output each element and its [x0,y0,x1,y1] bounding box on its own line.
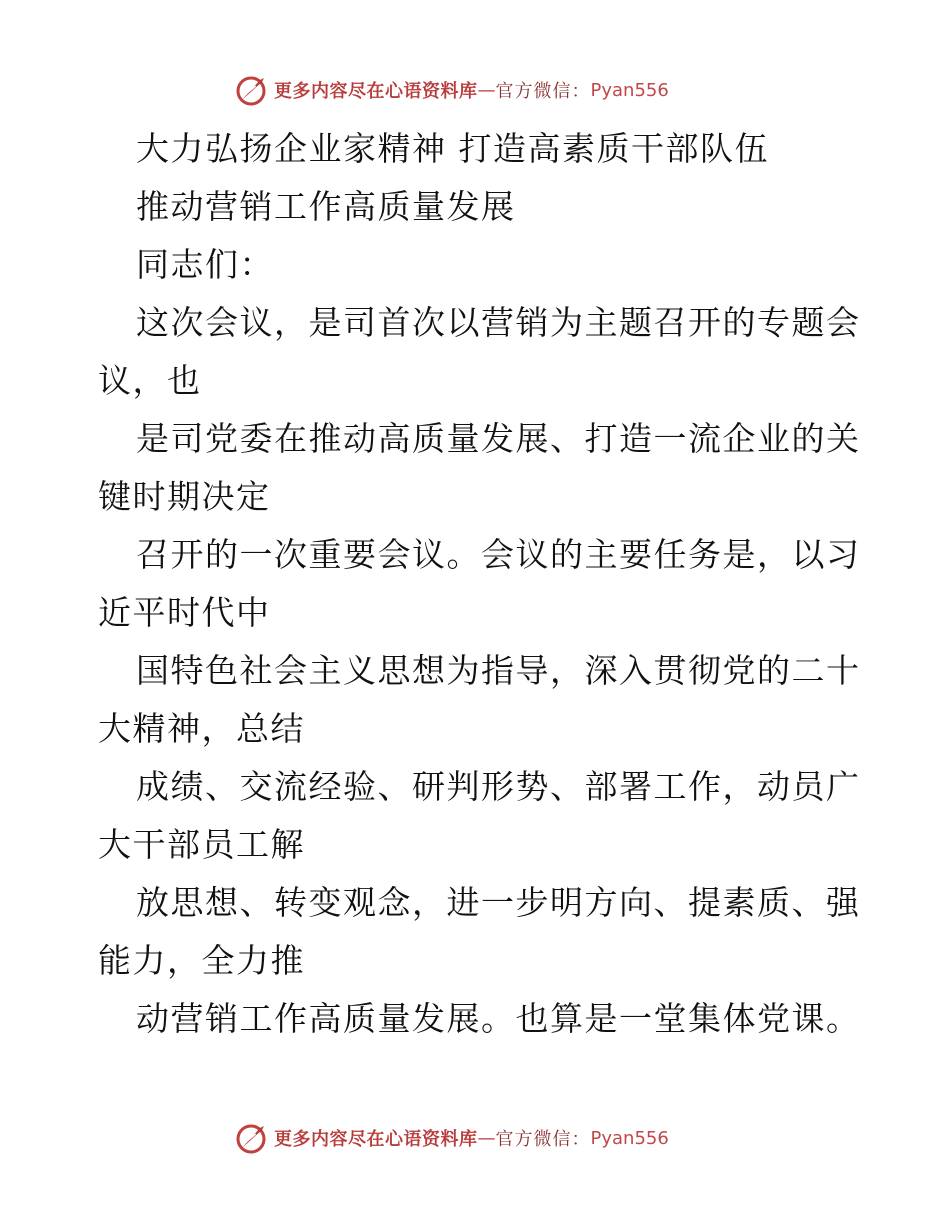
quill-logo-icon [234,1120,270,1156]
paragraph-line: 召开的一次重要会议。会议的主要任务是，以习 [136,535,861,574]
paragraph-line: 动营销工作高质量发展。也算是一堂集体党课。 [136,999,861,1038]
watermark-main-text: 更多内容尽在心语资料库 [274,81,478,102]
watermark-handle: Pyan556 [590,79,669,101]
paragraph-line: 大干部员工解 [98,825,305,864]
quill-logo-icon [234,72,270,108]
watermark-main-text: 更多内容尽在心语资料库 [274,1129,478,1150]
paragraph-line: 近平时代中 [98,593,271,632]
paragraph-line: 这次会议，是司首次以营销为主题召开的专题会 [136,303,861,342]
paragraph-line: 键时期决定 [98,477,271,516]
title-line-2: 推动营销工作高质量发展 [136,187,516,226]
title-line-1: 大力弘扬企业家精神 打造高素质干部队伍 [136,129,769,168]
paragraph-line: 国特色社会主义思想为指导，深入贯彻党的二十 [136,651,861,690]
paragraph-line: 成绩、交流经验、研判形势、部署工作，动员广 [136,767,861,806]
watermark-separator: — [477,79,496,101]
paragraph-line: 是司党委在推动高质量发展、打造一流企业的关 [136,419,861,458]
watermark-label: 官方微信： [495,81,591,102]
salutation: 同志们： [136,245,274,284]
watermark-label: 官方微信： [495,1129,591,1150]
watermark-separator: — [477,1127,496,1149]
document-body [98,120,861,1048]
footer-watermark [234,1118,714,1158]
paragraph-line: 议，也 [98,361,202,400]
header-watermark [234,70,714,110]
paragraph-line: 大精神，总结 [98,709,305,748]
paragraph-line: 能力，全力推 [98,941,305,980]
watermark-handle: Pyan556 [590,1127,669,1149]
paragraph-line: 放思想、转变观念，进一步明方向、提素质、强 [136,883,861,922]
